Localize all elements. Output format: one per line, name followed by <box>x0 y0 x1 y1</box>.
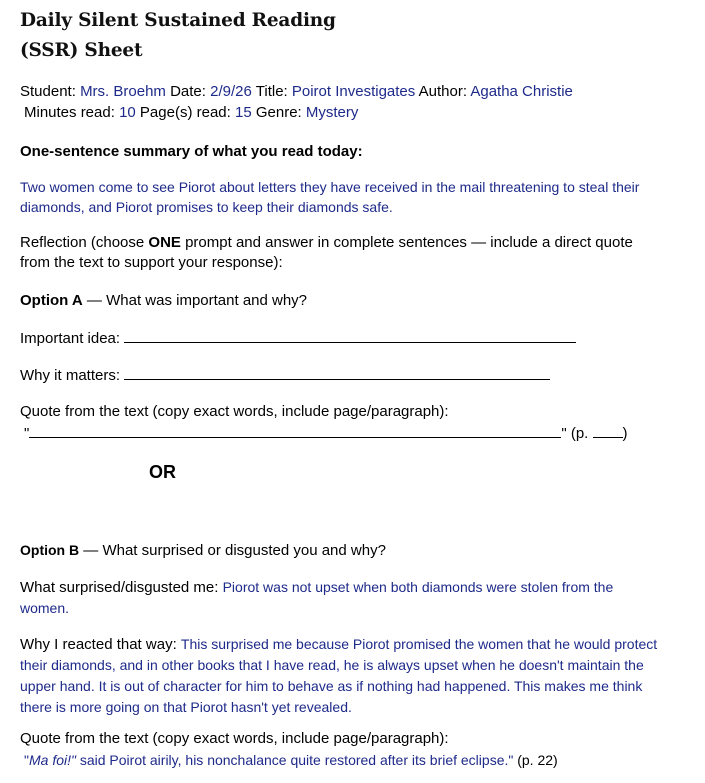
option-a-page-blank[interactable] <box>593 423 623 438</box>
author-label: Author: <box>418 83 467 100</box>
important-idea-blank[interactable] <box>124 328 576 343</box>
option-b-quote-open: " <box>24 752 29 768</box>
why-matters-blank[interactable] <box>124 365 550 380</box>
pages-label: Page(s) read: <box>139 104 231 121</box>
option-b-heading <box>20 540 386 561</box>
option-b-quote-row <box>24 750 558 770</box>
option-b-quote-page: (p. 22) <box>513 752 558 768</box>
student-label: Student: <box>20 83 76 100</box>
genre-value: Mystery <box>305 104 359 121</box>
reflection-intro-before: Reflection (choose <box>20 234 149 251</box>
reflection-intro-bold: ONE <box>148 234 181 251</box>
pages-value: 15 <box>234 104 252 121</box>
author-value: Agatha Christie <box>470 83 573 100</box>
info-row-2 <box>24 103 358 123</box>
quote-close-mark: " (p. <box>561 425 593 442</box>
info-row-1 <box>20 82 573 102</box>
sheet-title-line2: (SSR) Sheet <box>20 40 143 61</box>
reflection-intro-after: prompt and answer in complete sentences — include a direct quote from the text to support your response): <box>20 234 633 271</box>
or-divider: OR <box>149 462 176 482</box>
title-value: Poirot Investigates <box>291 83 416 100</box>
minutes-label: Minutes read: <box>24 104 115 121</box>
why-reacted-row <box>20 634 660 718</box>
why-matters-row <box>20 365 550 386</box>
surprised-label: What surprised/disgusted me: <box>20 579 219 596</box>
option-b-prompt: — What surprised or disgusted you and why? <box>79 542 386 559</box>
surprised-text: Piorot was not upset when both diamonds were stolen from the women. <box>20 579 614 616</box>
option-b-quote-label: Quote from the text (copy exact words, include page/paragraph): <box>20 730 449 747</box>
option-b-quote-rest: said Poirot airily, his nonchalance quite restored after its brief eclipse." <box>75 752 514 768</box>
summary-text: Two women come to see Piorot about letters they have received in the mail threatening to steal their diamonds, and Piorot promises to keep their diamonds safe. <box>20 179 640 215</box>
student-value: Mrs. Broehm <box>80 83 166 100</box>
option-a-quote-label: Quote from the text (copy exact words, include page/paragraph): <box>20 403 449 420</box>
minutes-value: 10 <box>119 104 136 121</box>
option-b-label: Option B <box>20 542 80 558</box>
sheet-title-line1: Daily Silent Sustained Reading <box>20 10 336 31</box>
option-a-quote-blank[interactable] <box>29 423 561 438</box>
why-reacted-text: This surprised me because Piorot promised the women that he would protect their diamonds, and in other books that I have read, he is always upset when he doesn't maintain the upper hand. It is out of character for him to behave as if nothing had happened. This makes me think there is more going on that Piorot hasn't yet revealed. <box>20 636 658 715</box>
why-reacted-label: Why I reacted that way: <box>20 636 177 653</box>
date-label: Date: <box>170 83 206 100</box>
genre-label: Genre: <box>255 104 302 121</box>
important-idea-label: Important idea: <box>20 330 121 347</box>
summary-heading: One-sentence summary of what you read today: <box>20 143 363 160</box>
quote-open-mark: " <box>24 425 30 442</box>
quote-end-mark: ) <box>622 425 628 442</box>
option-a-quote-row <box>24 423 628 444</box>
option-a-prompt: — What was important and why? <box>82 292 308 309</box>
important-idea-row <box>20 328 576 349</box>
why-matters-label: Why it matters: <box>20 367 121 384</box>
option-a-label: Option A <box>20 292 83 309</box>
option-a-heading <box>20 291 307 311</box>
option-b-quote-italic: Ma foi!" <box>28 752 76 768</box>
title-label: Title: <box>255 83 288 100</box>
surprised-row <box>20 577 660 619</box>
reflection-instructions <box>20 233 660 273</box>
date-value: 2/9/26 <box>210 83 252 100</box>
